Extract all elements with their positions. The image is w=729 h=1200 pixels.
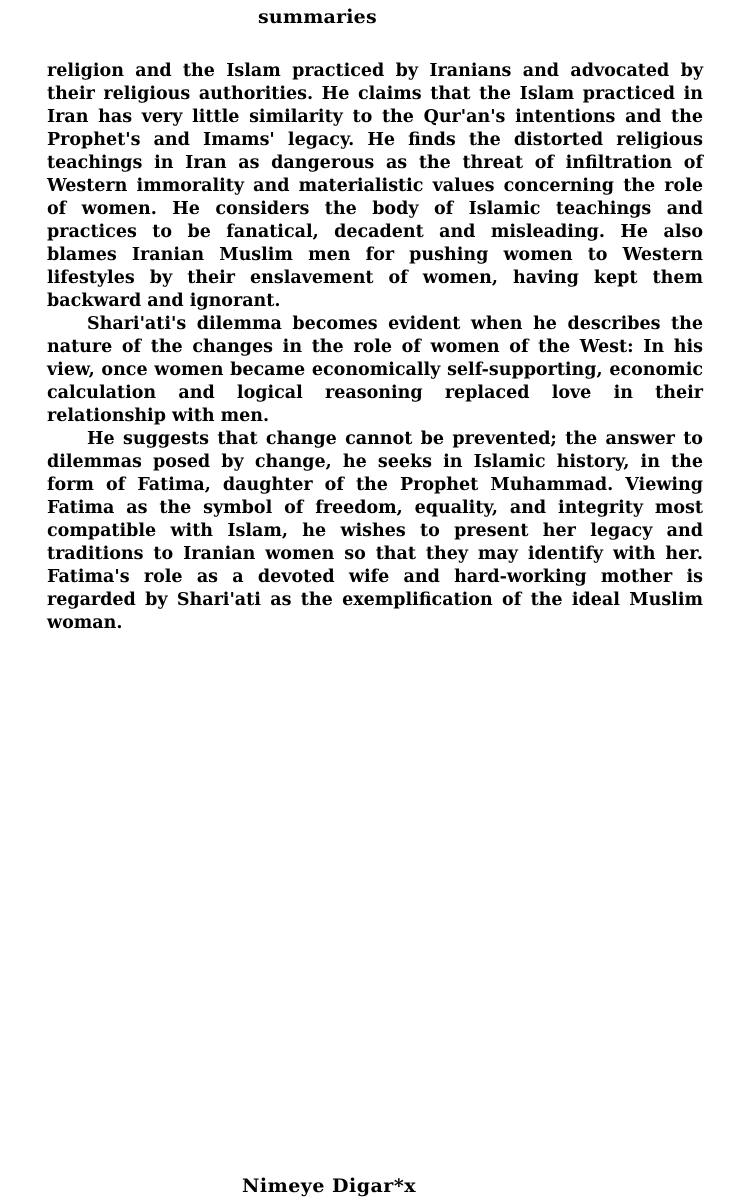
paragraph-continued: religion and the Islam practiced by Iranians and advocated by their religious authorities. He claims that the Islam practiced in Iran has very little similarity to the Qur'an's intentions and the Prophet's and Imams' legacy. He finds the distorted religious teachings in Iran as dangerous as the threat of infiltration of Western immorality and materialistic values concerning the role of women. He considers the body of Islamic teachings and practices to be fanatical, decadent and misleading. He also blames Iranian Muslim men for pushing women to Western lifestyles by their enslavement of women, having kept them backward and ignorant. [47,61,703,311]
paragraph-fatima: He suggests that change cannot be prevented; the answer to dilemmas posed by change, he seeks in Islamic history, in the form of Fatima, daughter of the Prophet Muhammad. Viewing Fatima as the symbol of freedom, equality, and integrity most compatible with Islam, he wishes to present her legacy and traditions to Iranian women so that they may identify with her. Fatima's role as a devoted wife and hard-working mother is regarded by Shari'ati as the exemplification of the ideal Muslim woman. [47,429,703,633]
paragraph-dilemma: Shari'ati's dilemma becomes evident when he describes the nature of the changes in the role of women of the West: In his view, once women became economically self-supporting, economic calculation and logical reasoning replaced love in their relationship with men. [47,314,703,426]
running-head: summaries [258,6,377,28]
footer-journal-name: Nimeye Digar*x [242,1175,417,1197]
article-body [47,60,703,635]
